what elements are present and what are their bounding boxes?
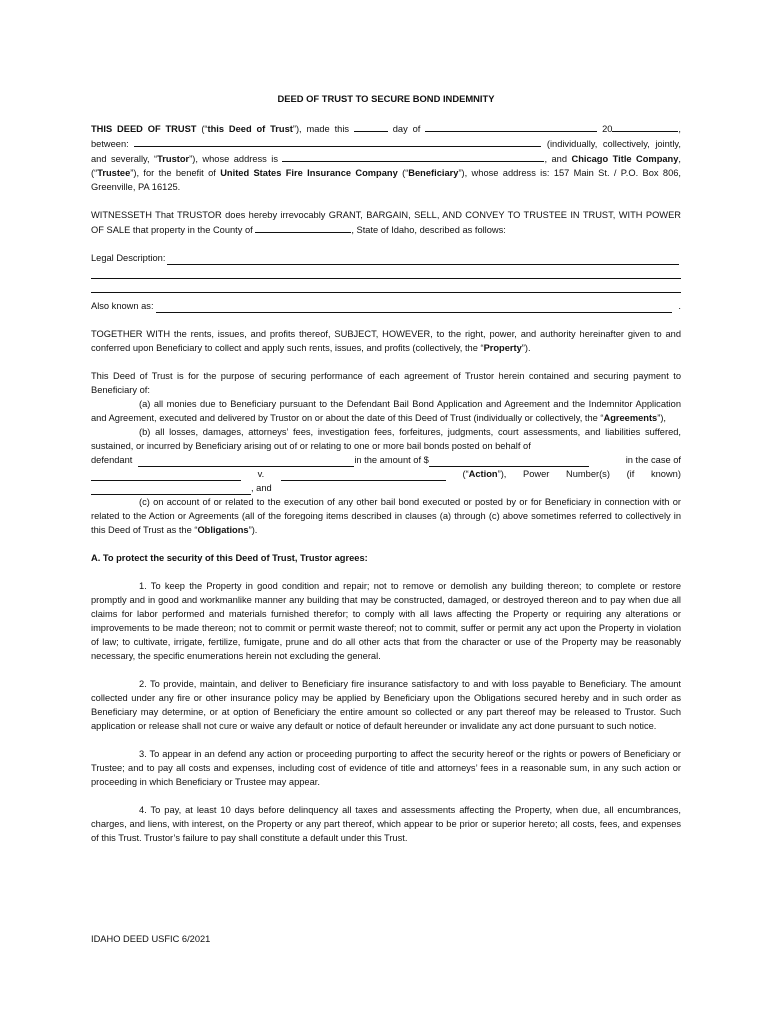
amount-blank[interactable] [429,456,589,467]
month-blank[interactable] [425,121,597,132]
also-known-label: Also known as: [91,301,154,311]
clause-a: (a) all monies due to Beneficiary pursuant to the Defendant Bail Bond Application and Agreement and the Indemnitor Application and Agreement, executed and delivered by Trustor on or about the date of this Deed of Trust (individually or collectively, the “Agreements”), [91,399,681,423]
agreement-item-3: 3. To appear in an defend any action or proceeding purporting to affect the security hereof or the rights or powers of Beneficiary or Trustee; and to pay all costs and expenses, including cost of evidence of title and attorneys’ fees in a reasonable sum, in any such action or proceeding in which Beneficiary or Trustee may appear. [91,749,681,787]
also-known-row: Also known as: . [91,301,681,311]
clause-c: (c) on account of or related to the execution of any other bail bond executed or posted by or for Beneficiary in connection with or related to the Action or Agreements (all of the foregoing items described in clauses (a) through (c) above sometimes referred to collectively in this Deed of Trust as the “Obligations”). [91,497,681,535]
defendant-blank[interactable] [138,456,354,467]
page-footer: IDAHO DEED USFIC 6/2021 [91,934,211,944]
agreement-item-4: 4. To pay, at least 10 days before delinquency all taxes and assessments affecting the Property, when due, all encumbrances, charges, and liens, with interest, on the Property or any part thereof, which appear to be prior or superior hereto; all costs, fees, and expenses of this Trust. Trustor’s failure to pay shall constitute a default under this Trust. [91,805,681,843]
together-paragraph: TOGETHER WITH the rents, issues, and profits thereof, SUBJECT, HOWEVER, to the right, power, and authority hereinafter given to and conferred upon Beneficiary to collect and apply such rents, issues, and profits (collectively, the “Property”). [91,329,681,353]
power-number-row: , and [91,481,681,495]
witnesseth-paragraph: WITNESSETH That TRUSTOR does hereby irrevocably GRANT, BARGAIN, SELL, AND CONVEY TO TRUSTEE IN TRUST, WITH POWER OF SALE that property in the County of , State of Idaho, described as follows: [91,210,681,235]
agreement-item-2: 2. To provide, maintain, and deliver to Beneficiary fire insurance satisfactory to and with loss payable to Beneficiary. The amount collected under any fire or other insurance policy may be applied by Beneficiary upon the Obligations secured hereby and in such order as Beneficiary may determine, or at option of Beneficiary the entire amount so collected or any part thereof may be released to Trustor. Such application or release shall not cure or waive any default or notice of default hereunder or invalidate any act done pursuant to such notice. [91,679,681,731]
case-plaintiff-blank[interactable] [91,470,241,481]
intro-lead: THIS DEED OF TRUST [91,124,197,134]
document-page [91,92,681,845]
purpose-paragraph: This Deed of Trust is for the purpose of securing performance of each agreement of Trustor herein contained and securing payment to Beneficiary of: [91,371,681,395]
case-defendant-blank[interactable] [281,470,446,481]
legal-description-label: Legal Description: [91,253,166,263]
trustor-name-blank[interactable] [134,136,541,147]
day-blank[interactable] [354,121,388,132]
legal-description-blank[interactable] [167,254,679,265]
intro-paragraph: THIS DEED OF TRUST (“this Deed of Trust”), made this day of 20 , between: (individually, collectively, jointly, and severally, “Trustor”), whose address is , and Chicago Title Company, (“Trustee”), for the benefit of United States Fire Insurance Company (“Beneficiary”), whose address is: 157 Main St. / P.O. Box 806, Greenville, PA 16125. [91,121,681,194]
agreement-item-1: 1. To keep the Property in good condition and repair; not to remove or demolish any building thereon; to complete or restore promptly and in good and workmanlike manner any building that may be constructed, damaged, or destroyed thereon and to pay when due all claims for labor performed and materials furnished therefor; to comply with all laws affecting the Property or requiring any alterations or improvements to be made thereon; not to commit or permit waste thereof; not to commit, suffer or permit any act upon the Property in violation of law; to cultivate, irrigate, fertilize, fumigate, prune and do all other acts that from the character or use of the Property may be reasonably necessary, the specific enumerations herein not excluding the general. [91,581,681,661]
trustor-address-blank[interactable] [282,151,544,162]
legal-description-line-3[interactable] [91,279,681,293]
case-row: v. (“Action”), Power Number(s) (if known) [91,467,681,481]
legal-description-line-2[interactable] [91,265,681,279]
section-a-heading: A. To protect the security of this Deed of Trust, Trustor agrees: [91,553,368,563]
document-title: DEED OF TRUST TO SECURE BOND INDEMNITY [277,93,495,104]
year-blank[interactable] [612,121,678,132]
clause-b: (b) all losses, damages, attorneys’ fees, investigation fees, forfeitures, judgments, court assessments, and liabilities suffered, sustained, or incurred by Beneficiary arising out of or relating to one or more bail bonds posted on behalf of [91,427,681,451]
also-known-blank[interactable] [156,302,673,313]
power-number-blank[interactable] [91,484,251,495]
defendant-row: defendant in the amount of $ in the case of [91,455,681,465]
legal-description-row [91,251,681,265]
county-blank[interactable] [255,222,351,233]
